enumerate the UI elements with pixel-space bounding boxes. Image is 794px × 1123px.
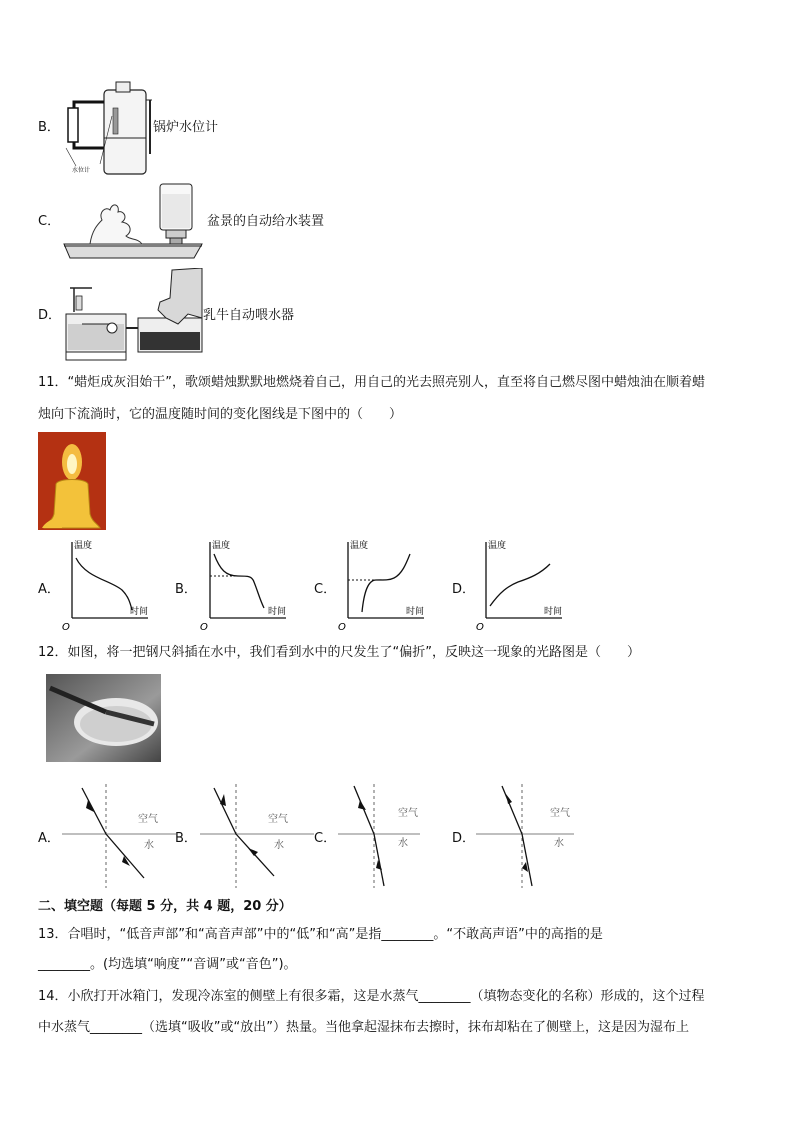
cow-feeder-figure [62, 268, 207, 362]
water-label: 水 [144, 840, 154, 851]
q12-diagram-a [60, 782, 178, 890]
boiler-figure [60, 80, 160, 180]
option-b-letter: B． [38, 120, 60, 135]
origin-label: O [62, 622, 70, 632]
q11-option-a[interactable]: A． [38, 582, 60, 597]
ruler-in-water-photo [46, 674, 161, 762]
origin-label: O [200, 622, 208, 632]
q11-graph-b [198, 536, 288, 632]
water-label: 水 [274, 840, 284, 851]
y-axis-label: 温度 [212, 541, 231, 551]
x-axis-label: 时间 [268, 607, 287, 617]
q11-option-b[interactable]: B． [175, 582, 197, 597]
water-label: 水 [554, 838, 564, 849]
x-axis-label: 时间 [406, 607, 425, 617]
water-label: 水 [398, 838, 408, 849]
air-label: 空气 [550, 808, 570, 819]
q11-option-d[interactable]: D． [452, 582, 476, 597]
x-axis-label: 时间 [544, 607, 563, 617]
water-gauge-tag: 水位计 [72, 167, 91, 174]
q12-diagram-c [336, 782, 454, 890]
option-c-letter: C． [38, 214, 61, 229]
bonsai-figure [62, 180, 207, 262]
q12-text: 12．如图，将一把钢尺斜插在水中，我们看到水中的尺发生了“偏折”，反映这一现象的光路图是（ ） [38, 645, 641, 660]
y-axis-label: 温度 [488, 541, 507, 551]
q14-line2: 中水蒸气________（选填“吸收”或“放出”）热量。当他拿起湿抹布去擦时，抹布却粘在了侧壁上，这是因为湿布上 [38, 1020, 689, 1035]
air-label: 空气 [398, 808, 418, 819]
x-axis-label: 时间 [130, 607, 149, 617]
q12-option-a[interactable]: A． [38, 831, 60, 846]
y-axis-label: 温度 [350, 541, 369, 551]
q11-graph-a [60, 536, 150, 632]
origin-label: O [476, 622, 484, 632]
air-label: 空气 [268, 814, 288, 825]
q11-line2: 烛向下流淌时，它的温度随时间的变化图线是下图中的（ ） [38, 407, 403, 422]
q12-diagram-d [474, 782, 592, 890]
q11-graph-c [336, 536, 426, 632]
y-axis-label: 温度 [74, 541, 93, 551]
option-c-caption: 盆景的自动给水装置 [207, 214, 325, 229]
air-label: 空气 [138, 814, 158, 825]
option-d-caption: 乳牛自动喂水器 [203, 308, 295, 323]
candle-photo [38, 432, 106, 530]
option-b-caption: 锅炉水位计 [153, 120, 219, 135]
q12-option-d[interactable]: D． [452, 831, 476, 846]
q13-line2: ________。(均选填“响度”“音调”或“音色”)。 [38, 957, 297, 972]
section-title: 二、填空题（每题 5 分，共 4 题，20 分） [38, 899, 292, 914]
q13-line1: 13．合唱时，“低音声部”和“高音声部”中的“低”和“高”是指________。“不敢高声语”中的高指的是 [38, 927, 603, 942]
q12-diagram-b [198, 782, 316, 890]
q12-option-b[interactable]: B． [175, 831, 197, 846]
q11-line1: 11．“蜡炬成灰泪始干”，歌颂蜡烛默默地燃烧着自己，用自己的光去照亮别人，直至将自己燃尽图中蜡烛油在顺着蜡 [38, 375, 706, 390]
q11-graph-d [474, 536, 564, 632]
q12-option-c[interactable]: C． [314, 831, 337, 846]
q11-option-c[interactable]: C． [314, 582, 337, 597]
q14-line1: 14．小欣打开冰箱门，发现冷冻室的侧壁上有很多霜，这是水蒸气________（填物态变化的名称）形成的，这个过程 [38, 989, 705, 1004]
option-d-letter: D． [38, 308, 62, 323]
origin-label: O [338, 622, 346, 632]
